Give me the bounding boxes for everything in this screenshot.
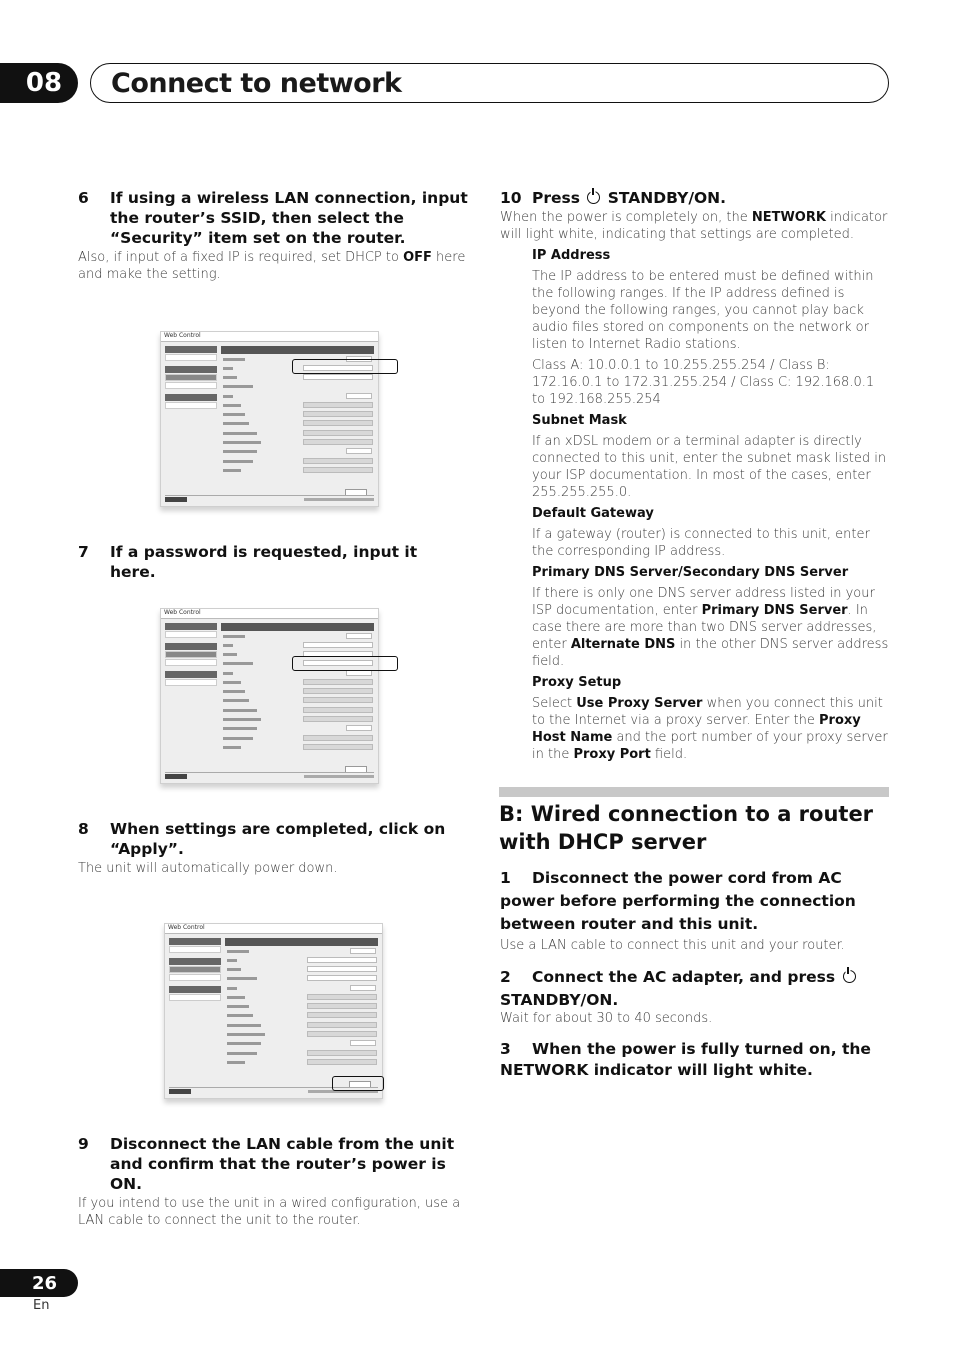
web-control-screenshot-2 [160,608,379,784]
step-title: When settings are completed, click on “Apply”. [110,820,446,858]
subnet-mask-heading: Subnet Mask [532,413,627,428]
step-number: 10 [500,189,522,207]
callout-apply [332,1076,384,1091]
window-title: Web Control [168,924,205,931]
section-b-step-1: 1 Disconnect the power cord from AC power before performing the connection between router and this unit. Use a LAN cable to connect this unit and your router. [500,869,856,953]
callout-password [292,656,398,671]
right-column [500,188,890,763]
section-b-steps [500,867,890,1081]
ip-address-section: IP Address The IP address to be entered must be defined within the following ranges. If the IP address defined is beyond the following ranges, you cannot play back audio files stored on components on the network or listen to Internet Radio stations. Class A: 10.0.0.1 to 10.255.255.254 / Class B: 172.16.0.1 to 172.31.255.254 / Class C: 192.168.0.1 to 192.168.255.254 Subnet Mask If an xDSL modem or a terminal adapter is directly connected to this unit, enter the subnet mask listed in your ISP documentation. In most of the cases, enter 255.255.255.0. Default Gateway If a gateway (router) is connected to this unit, enter the corresponding IP address. Primary DNS Server/Secondary DNS Server If there is only one DNS server address listed in your ISP documentation, enter Primary DNS Server. In case there are more than two DNS server addresses, enter Alternate DNS in the other DNS server address field. Proxy Setup Select Use Proxy Server when you connect this unit to the Internet via a proxy server. Enter the Proxy Host Name and the port number of your proxy server in the Proxy Port field. [532,248,889,762]
step-10: 10 Press STANDBY/ON. When the power is completely on, the NETWORK indicator will light white, indicating that settings are completed. [500,188,890,243]
step-7 [78,542,468,582]
screenshot-sidebar [165,623,217,687]
chapter-title-bar [90,63,889,103]
web-control-screenshot-1 [160,331,379,507]
section-b-step-2: 2 Connect the AC adapter, and press STANDBY/ON. Wait for about 30 to 40 seconds. [500,966,890,1027]
power-icon [587,191,600,204]
pioneer-logo [165,774,187,779]
section-b-step-3: 3 When the power is fully turned on, the NETWORK indicator will light white. [500,1040,871,1079]
ip-address-heading: IP Address [532,248,611,263]
step-8 [78,819,468,877]
web-control-screenshot-3 [164,923,383,1099]
step-body: If you intend to use the unit in a wired configuration, use a LAN cable to connect the unit to the router. [78,1196,461,1228]
step-title: If using a wireless LAN connection, input the router’s SSID, then select the “Security” item set on the router. [110,189,468,247]
section-b-title: B: Wired connection to a router with DHCP server [499,802,874,854]
window-title: Web Control [164,609,201,616]
page-language: En [33,1298,50,1313]
step-title: If a password is requested, input it here. [110,543,418,581]
pioneer-logo [169,1089,191,1094]
chapter-number-badge: 08 [0,63,78,103]
dns-server-heading: Primary DNS Server/Secondary DNS Server [532,565,849,580]
step-body: Also, if input of a fixed IP is required, set DHCP to OFF here and make the setting. [78,250,466,282]
step-number: 1 [500,869,511,887]
step-number: 9 [78,1135,89,1153]
step-number: 6 [78,189,89,207]
chapter-title: Connect to network [111,67,402,99]
screenshot-sidebar [169,938,221,1002]
step-number: 3 [500,1040,511,1058]
section-divider-bar [499,787,889,797]
left-column [78,188,468,283]
power-icon [843,970,856,983]
step-9 [78,1134,468,1229]
window-title: Web Control [164,332,201,339]
page-number: 26 [0,1269,78,1297]
step-6 [78,188,468,283]
pioneer-logo [165,497,187,502]
screenshot-sidebar [165,346,217,410]
callout-ssid-security [292,359,398,374]
step-title: Disconnect the LAN cable from the unit and confirm that the router’s power is ON. [110,1135,455,1193]
step-number: 2 [500,968,511,986]
step-body: The unit will automatically power down. [78,861,338,876]
step-number: 8 [78,820,89,838]
step-body: When the power is completely on, the NETWORK indicator will light white, indicating that settings are completed. [500,210,888,242]
default-gateway-heading: Default Gateway [532,506,654,521]
proxy-setup-heading: Proxy Setup [532,675,622,690]
step-number: 7 [78,543,89,561]
